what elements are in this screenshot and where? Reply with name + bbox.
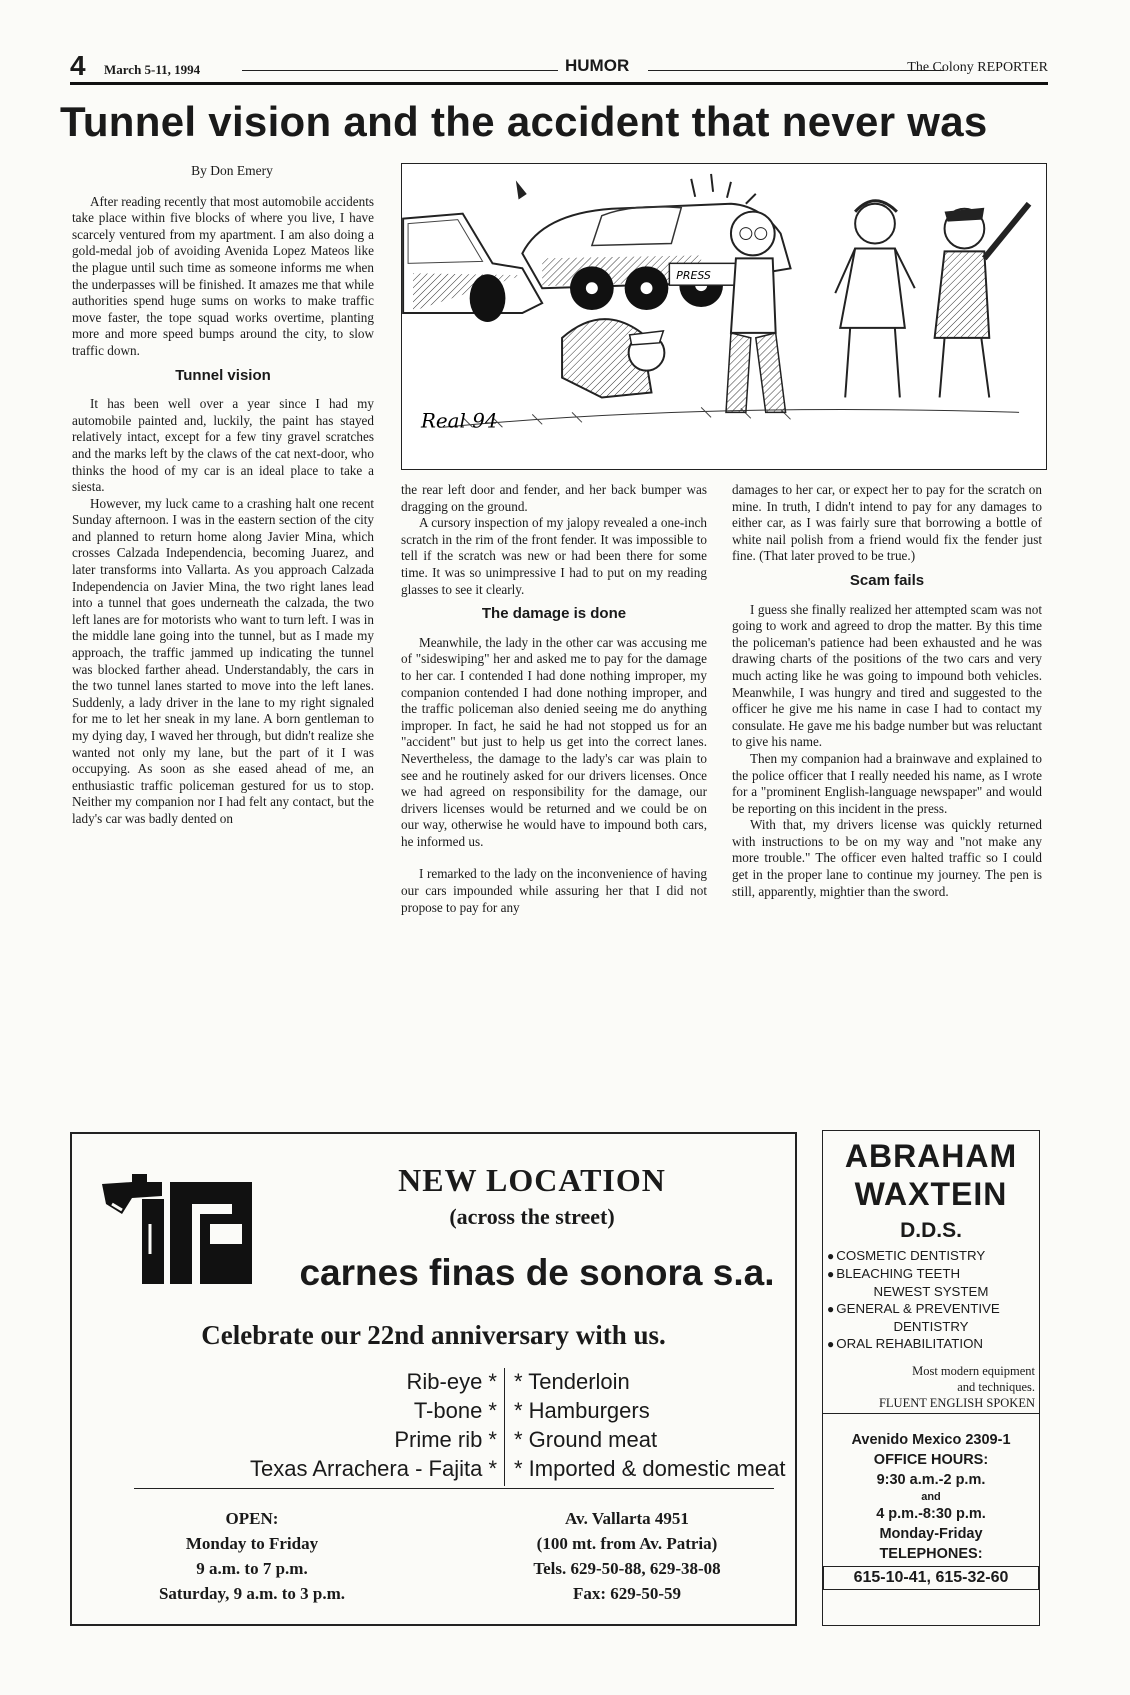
address-line: (100 mt. from Av. Patria): [536, 1534, 718, 1553]
hours-line: 4 p.m.-8:30 p.m.: [876, 1506, 986, 1522]
service-label: ORAL REHABILITATION: [836, 1336, 984, 1351]
equipment-line: Most modern equipment: [912, 1364, 1035, 1378]
bullet-icon: ●: [827, 1302, 835, 1316]
dentist-advertisement: [822, 1130, 1040, 1626]
section-label: HUMOR: [565, 56, 630, 75]
office-info: [823, 1430, 1039, 1564]
list-item: Texas Arrachera - Fajita *: [250, 1456, 497, 1481]
equipment-line: and techniques.: [957, 1380, 1035, 1394]
bullet-icon: ●: [827, 1267, 835, 1281]
paragraph: Meanwhile, the lady in the other car was accusing me of "sideswiping" her and asked me to pay for the damage to her car. I contended I had done nothing improper, my companion contended I had done nothing improper, and the traffic policeman also denied seeing me do anything improper. In fact, he said he had not stopped us for an "accident" but just to help us get into the correct lanes. Nevertheless, the damage to the lady's car was plain to see and he routinely asked for our drivers licenses. Once we had agreed on responsibility for the damage, our drivers licenses would be returned and we could be on our way, otherwise he would have to impound both cars, he informed us.: [401, 634, 707, 849]
ad-brand: carnes finas de sonora s.a.: [299, 1252, 775, 1293]
service-label: BLEACHING TEETH: [836, 1266, 961, 1281]
dentist-last-name: WAXTEIN: [854, 1176, 1008, 1212]
ad-title: NEW LOCATION: [398, 1162, 666, 1198]
masthead: [70, 50, 1048, 84]
paragraph: However, my luck came to a crashing halt one recent Sunday afternoon. I was in the eastern section of the city and planned to return home along Javier Mina, which crosses Calzada Independencia, becoming Juarez, and later transforms into Vallarta. As you approach Calzada Independencia on Javier Mina, the two right lanes lead into a tunnel that goes underneath the calzada, the two left lanes are for motorists who want to turn left. I was in the middle lane going into the tunnel, but as I made my approach, the traffic jammed up indicating the tunnel was blocked farther ahead. Understandably, the cars in the two tunnel lanes started to move into the left lanes. Suddenly, a lady driver in the lane to my right signaled for me to let her sneak in my lane. A born gentleman to my dying day, I waved her through, but didn't realize she wanted not only my lane, but the part of it I was occupying. As soon as she eased ahead of me, an enthusiastic traffic policeman gestured for us to stop. Neither my companion nor I had felt any contact, but the lady's car was badly dented on: [72, 495, 374, 826]
paragraph: A cursory inspection of my jalopy revealed a one-inch scratch in the rim of the front fender. It was impossible to tell if the scratch was new or had been there for some time. It was so unimpressive I had to put on my reading glasses to see it clearly.: [401, 515, 707, 597]
cartoon-signature: Real 94: [420, 409, 498, 433]
headline: Tunnel vision and the accident that never was: [60, 98, 988, 145]
hours-line: OPEN:: [225, 1509, 279, 1528]
cuts-list-right: [514, 1367, 814, 1483]
list-item: [827, 1300, 1035, 1335]
paragraph: the rear left door and fender, and her back bumper was dragging on the ground.: [401, 482, 707, 514]
bull-logo: [92, 1164, 292, 1289]
list-item: Prime rib *: [394, 1427, 497, 1452]
list-item: [827, 1247, 1035, 1265]
office-address: Avenido Mexico 2309-1: [851, 1432, 1011, 1448]
paragraph: Then my companion had a brainwave and explained to the police officer that I really needed his name, as I wrote for a "prominent English-language newspaper" and would be reporting on this incident in the press.: [732, 750, 1042, 816]
bullet-icon: ●: [827, 1249, 835, 1263]
page-number: 4: [70, 50, 86, 81]
intro-paragraph: After reading recently that most automobile accidents take place within five blocks of where you live, I have scarcely ventured from my apartment. I am also doing a gold-medal job of avoiding Avenida Lopez Mateos like the plague until such time as someone informs me when the underpasses will be finished. It amazes me that while authorities spend huge sums on works to make traffic move faster, the tope squad works overtime, planting more and more speed bumps around the city, to slow traffic down.: [72, 193, 374, 358]
list-item: * Imported & domestic meat: [514, 1456, 786, 1481]
subhead-scam-fails: Scam fails: [849, 571, 925, 589]
dentist-first-name: ABRAHAM: [844, 1138, 1018, 1174]
subhead-damage-done: The damage is done: [481, 605, 627, 623]
list-item: [827, 1265, 1035, 1300]
paragraph: I remarked to the lady on the inconvenience of having our cars impounded while assuring her that I did not propose to pay for any: [401, 866, 707, 915]
hours-line: 9:30 a.m.-2 p.m.: [876, 1472, 986, 1488]
hours-line: Monday to Friday: [185, 1534, 319, 1553]
header-thick-rule: [70, 82, 1048, 85]
header-rule-right: [648, 70, 944, 71]
hours-line: 9 a.m. to 7 p.m.: [196, 1559, 308, 1578]
list-item: * Hamburgers: [514, 1398, 650, 1423]
cartoon-plate-text: PRESS: [676, 269, 711, 283]
column-1: [72, 163, 374, 828]
days-line: Monday-Friday: [879, 1526, 983, 1542]
services-list: [823, 1247, 1039, 1353]
meat-advertisement: [70, 1132, 797, 1626]
list-item: * Ground meat: [514, 1427, 658, 1452]
paper-name: The Colony REPORTER: [907, 60, 1048, 75]
cuts-list-left: [152, 1367, 497, 1483]
hours-connector: and: [921, 1491, 941, 1503]
list-divider: [504, 1368, 505, 1486]
ad-rule: [134, 1488, 774, 1489]
list-item: T-bone *: [413, 1398, 497, 1423]
hours-line: Saturday, 9 a.m. to 3 p.m.: [158, 1584, 346, 1603]
list-item: [827, 1335, 1035, 1353]
address-line: Tels. 629-50-88, 629-38-08: [533, 1559, 721, 1578]
ad-subtitle: (across the street): [449, 1204, 615, 1229]
cartoon-drawing: [402, 164, 1046, 469]
paragraph: It has been well over a year since I had my automobile painted and, luckily, the paint has stayed relatively intact, except for a few tiny gravel scratches and the marks left by the claws of the cat next-door, who thinks the hood of my car is an ideal place to take a siesta.: [72, 396, 374, 495]
list-item: Rib-eye *: [406, 1369, 497, 1394]
phone-numbers: 615-10-41, 615-32-60: [823, 1566, 1039, 1590]
byline: By Don Emery: [191, 163, 273, 178]
english-spoken: FLUENT ENGLISH SPOKEN: [823, 1395, 1039, 1414]
paragraph: I guess she finally realized her attempted scam was not going to work and agreed to drop the matter. By this time the policeman's patience had been exhausted and he was drawing charts of the positions of the two cars and very much acting like he was going to impound both vehicles. Meanwhile, I was hungry and tired and suggested to the officer he give me his name in case I had to contact my consulate. He gave me his badge number but was reluctant to give his name.: [732, 601, 1042, 750]
subhead-tunnel-vision: Tunnel vision: [175, 366, 271, 384]
issue-date: March 5-11, 1994: [104, 62, 201, 77]
service-label: NEWEST SYSTEM: [873, 1284, 989, 1299]
paragraph: damages to her car, or expect her to pay for the scratch on mine. In truth, I didn't intend to pay for any damages to either car, as I was fairly sure that borrowing a bottle of white nail polish from a friend would fix the fender just fine. (That later proved to be true.): [732, 482, 1042, 564]
telephones-label: TELEPHONES:: [879, 1546, 983, 1562]
service-label: DENTISTRY: [893, 1319, 969, 1334]
column-3: [732, 482, 1042, 900]
column-2: [401, 482, 707, 916]
address-line: Av. Vallarta 4951: [565, 1509, 689, 1528]
service-label: GENERAL & PREVENTIVE: [836, 1301, 1000, 1316]
hours-label: OFFICE HOURS:: [873, 1452, 989, 1468]
list-item: * Tenderloin: [514, 1369, 630, 1394]
store-address: [462, 1506, 792, 1606]
ad-anniversary: Celebrate our 22nd anniversary with us.: [201, 1320, 666, 1350]
bullet-icon: ●: [827, 1337, 835, 1351]
service-label: COSMETIC DENTISTRY: [836, 1248, 986, 1263]
paragraph: With that, my drivers license was quickly returned with instructions to be on my way and "not make any more trouble." The officer even halted traffic so I could get in the proper lane to continue my journey. The pen is still, apparently, mightier than the sword.: [732, 817, 1042, 899]
header-rule-left: [242, 70, 558, 71]
cartoon-illustration: [401, 163, 1047, 470]
address-line: Fax: 629-50-59: [572, 1584, 682, 1603]
store-hours: [122, 1506, 382, 1606]
dentist-degree: D.D.S.: [900, 1219, 962, 1242]
